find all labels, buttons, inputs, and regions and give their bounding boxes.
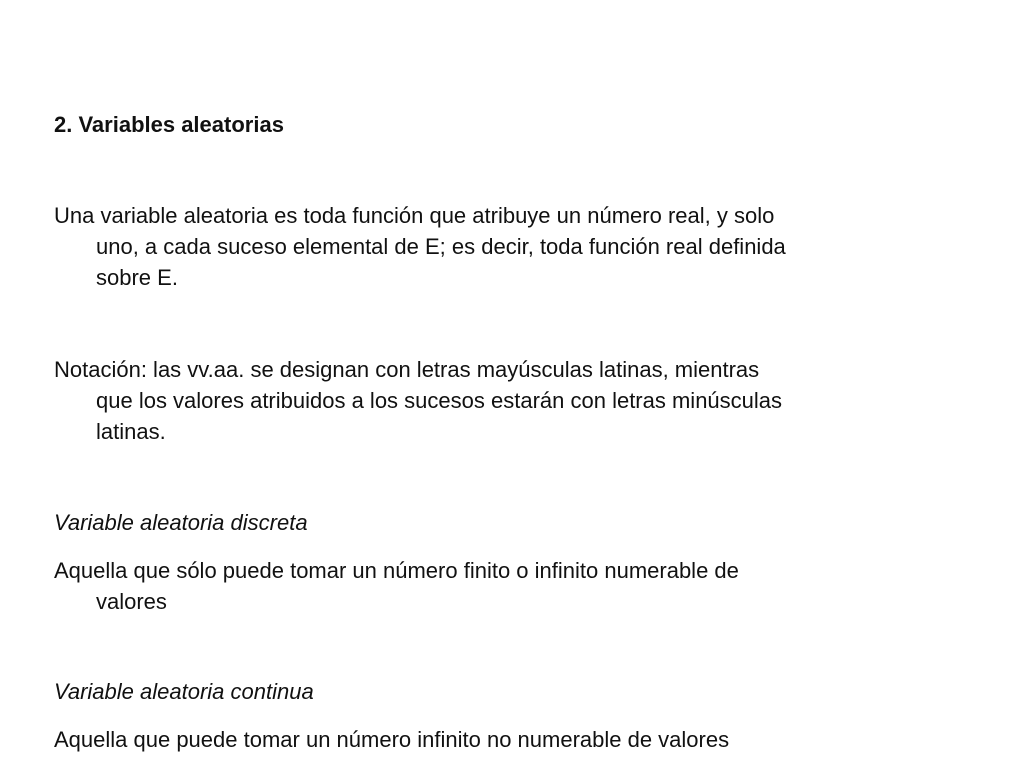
definition-line: Una variable aleatoria es toda función que atribuye un número real, y solo xyxy=(54,203,775,228)
continuous-variable-heading: Variable aleatoria continua xyxy=(54,679,314,704)
continuous-line: Aquella que puede tomar un número infinito no numerable de valores xyxy=(54,727,730,752)
continuous-variable-paragraph xyxy=(54,724,954,755)
notation-paragraph xyxy=(54,354,954,447)
notation-line: que los valores atribuidos a los sucesos estarán con letras minúsculas xyxy=(96,388,783,413)
definition-line: uno, a cada suceso elemental de E; es decir, toda función real definida xyxy=(96,234,786,259)
definition-line: sobre E. xyxy=(96,265,178,290)
slide-title: 2. Variables aleatorias xyxy=(54,112,284,137)
discrete-line: Aquella que sólo puede tomar un número finito o infinito numerable de xyxy=(54,558,739,583)
discrete-variable-heading: Variable aleatoria discreta xyxy=(54,510,308,535)
notation-line: Notación: las vv.aa. se designan con letras mayúsculas latinas, mientras xyxy=(54,357,760,382)
discrete-line: valores xyxy=(96,589,167,614)
discrete-variable-paragraph xyxy=(54,555,954,617)
notation-line: latinas. xyxy=(96,419,166,444)
definition-paragraph xyxy=(54,200,954,293)
